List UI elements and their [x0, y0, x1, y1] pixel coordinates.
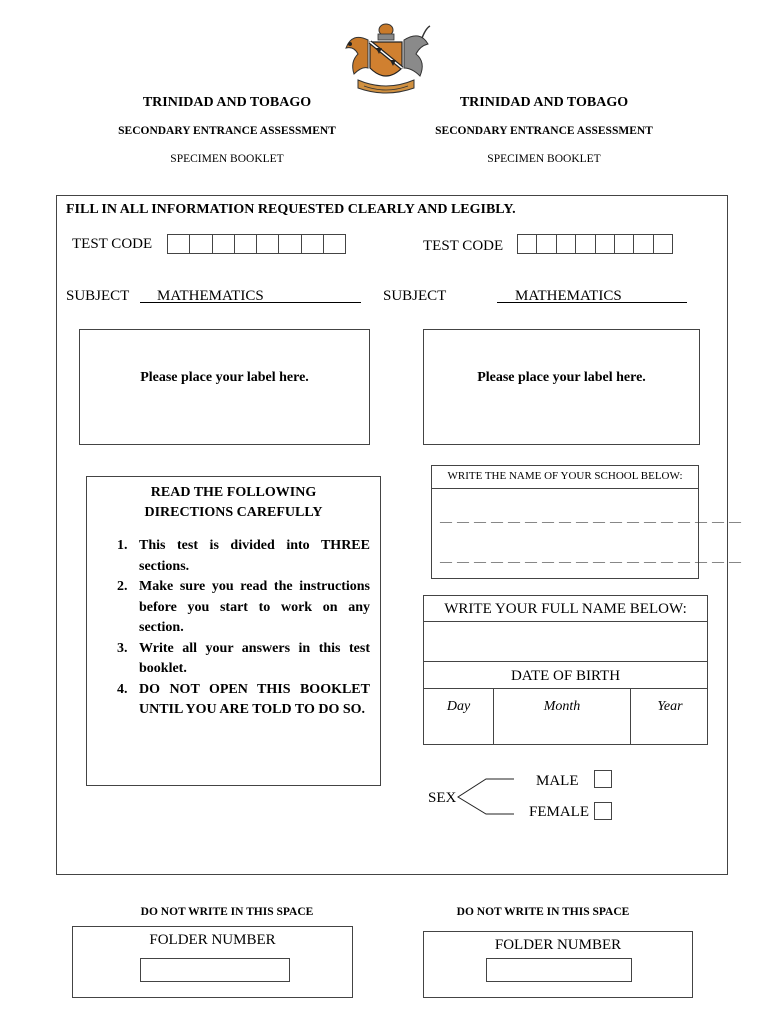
folder-number-field-right[interactable]	[486, 958, 632, 982]
footer-right-notice: DO NOT WRITE IN THIS SPACE	[456, 906, 630, 918]
folder-label-right: FOLDER NUMBER	[494, 937, 622, 953]
subject-value-right: MATHEMATICS	[515, 288, 622, 304]
directions-heading-line1: READ THE FOLLOWING	[150, 485, 317, 500]
test-code-cells-right[interactable]	[517, 234, 673, 254]
dob-year-field[interactable]: Year	[657, 699, 683, 714]
test-code-label-left: TEST CODE	[72, 236, 153, 252]
full-name-label: WRITE YOUR FULL NAME BELOW:	[444, 601, 687, 617]
dob-col-divider-1	[493, 688, 494, 744]
school-label: WRITE THE NAME OF YOUR SCHOOL BELOW:	[447, 470, 683, 482]
directions-heading-line2: DIRECTIONS CAREFULLY	[144, 505, 323, 520]
direction-item: 4. DO NOT OPEN THIS BOOKLET UNTIL YOU ARE TOLD TO DO SO.	[117, 681, 370, 717]
header-left-booklet: SPECIMEN BOOKLET	[170, 153, 284, 165]
footer-left-notice: DO NOT WRITE IN THIS SPACE	[140, 906, 314, 918]
direction-item: 2. Make sure you read the instructions before you start to work on any section.	[117, 579, 370, 635]
sex-male-checkbox[interactable]	[594, 770, 612, 788]
header-right-subtitle: SECONDARY ENTRANCE ASSESSMENT	[435, 125, 653, 137]
full-name-box	[423, 595, 708, 662]
subject-value-left: MATHEMATICS	[157, 288, 264, 304]
header-left-title: TRINIDAD AND TOBAGO	[142, 95, 312, 110]
header-left-subtitle: SECONDARY ENTRANCE ASSESSMENT	[118, 125, 336, 137]
dob-col-divider-2	[630, 688, 631, 744]
school-line-1[interactable]: — — — — — — — — — — — — — — — — — —	[440, 514, 742, 528]
dob-month-field[interactable]: Month	[543, 699, 581, 714]
header-right-booklet: SPECIMEN BOOKLET	[487, 153, 601, 165]
folder-number-field-left[interactable]	[140, 958, 290, 982]
direction-item: 3. Write all your answers in this test booklet.	[117, 640, 370, 676]
sex-label: SEX	[428, 790, 457, 806]
school-name-box	[431, 465, 742, 579]
direction-item: 1. This test is divided into THREE sections.	[117, 538, 370, 574]
sex-female-checkbox[interactable]	[594, 802, 612, 820]
subject-label-right: SUBJECT	[383, 288, 447, 304]
date-of-birth-box	[423, 661, 708, 745]
folder-box-right	[423, 931, 693, 998]
label-box-right	[423, 329, 700, 445]
form-instruction: FILL IN ALL INFORMATION REQUESTED CLEARLY AND LEGIBLY.	[66, 202, 516, 217]
label-box-left	[79, 329, 370, 445]
subject-label-left: SUBJECT	[66, 288, 130, 304]
header-right-title: TRINIDAD AND TOBAGO	[459, 95, 629, 110]
folder-label-left: FOLDER NUMBER	[149, 932, 276, 948]
sex-female-label: FEMALE	[529, 804, 589, 820]
folder-box-left	[72, 926, 353, 998]
label-placeholder-left: Please place your label here.	[140, 370, 309, 385]
dob-day-field[interactable]: Day	[446, 699, 471, 714]
school-divider	[432, 488, 698, 489]
sex-male-label: MALE	[536, 773, 579, 789]
directions-list	[117, 536, 370, 721]
school-line-2[interactable]: — — — — — — — — — — — — — — — — — —	[440, 554, 742, 568]
directions-box	[86, 476, 381, 786]
dob-divider	[424, 688, 707, 689]
dob-label: DATE OF BIRTH	[510, 668, 621, 684]
full-name-field[interactable]	[424, 622, 707, 661]
test-code-label-right: TEST CODE	[423, 238, 504, 254]
test-code-cells-left[interactable]	[167, 234, 346, 254]
label-placeholder-right: Please place your label here.	[477, 370, 646, 385]
coat-of-arms-icon	[340, 18, 432, 98]
sex-bracket-icon	[456, 777, 516, 817]
